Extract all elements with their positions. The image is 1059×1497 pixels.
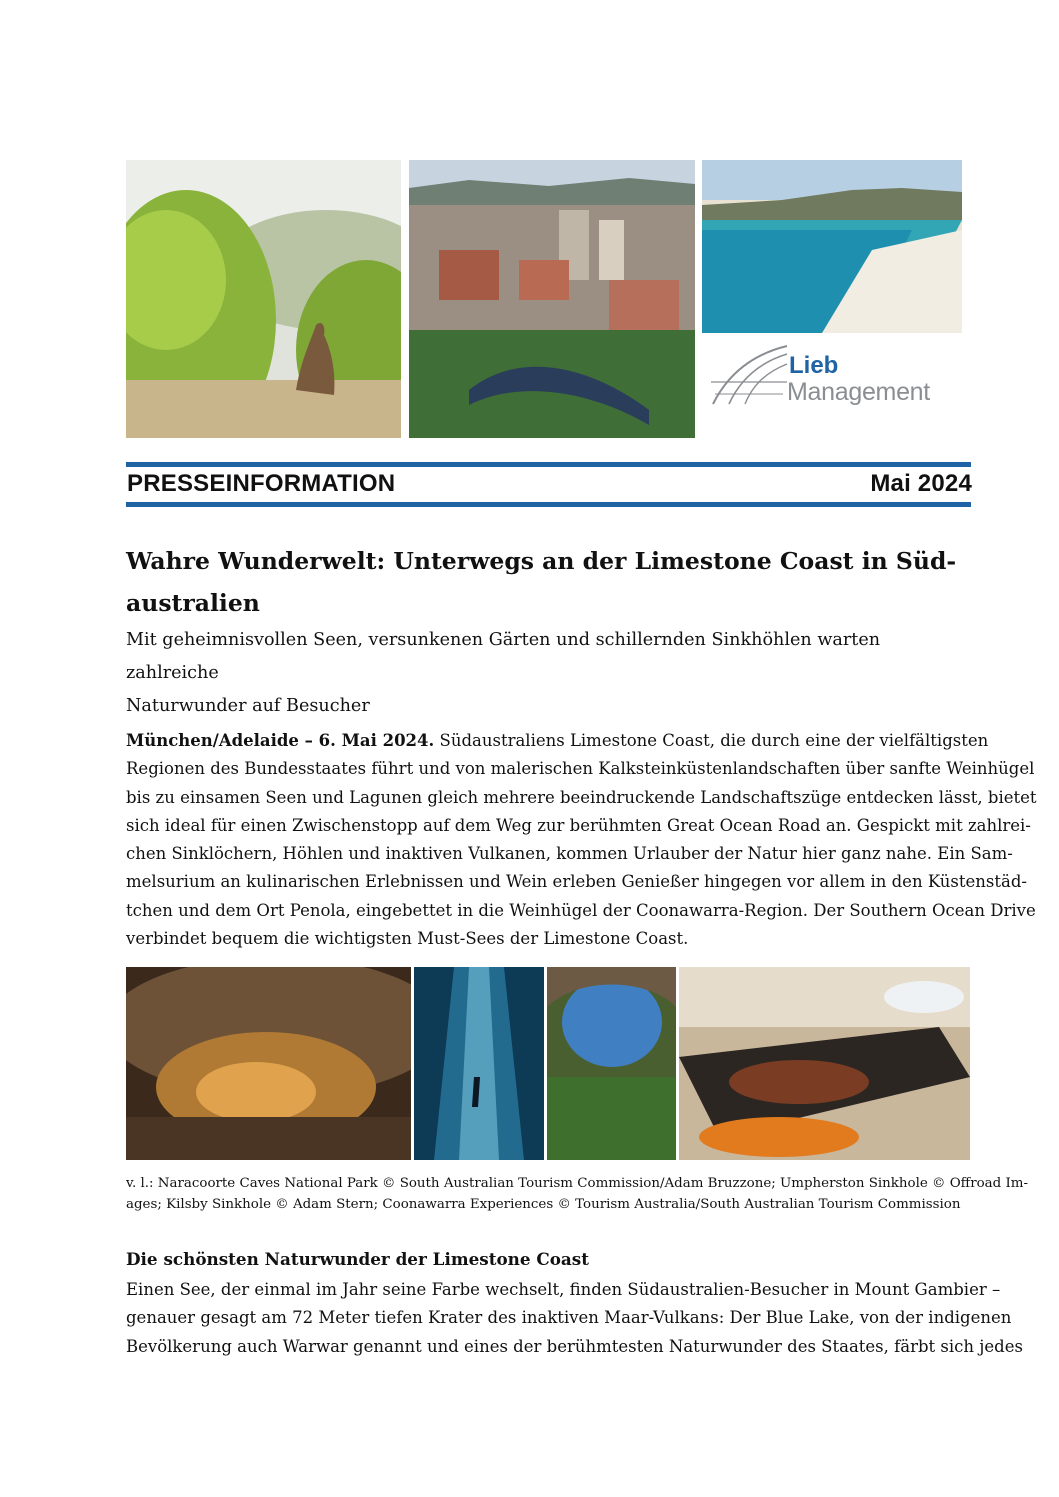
caption-line: v. l.: Naracoorte Caves National Park © South Australian Tourism Commission/Adam Bruzzone; Umpherston Sinkhole © Offroad Im- <box>126 1176 1028 1191</box>
article-headline <box>126 540 976 624</box>
section-heading: Die schönsten Naturwunder der Limestone Coast <box>126 1249 590 1269</box>
logo-mark-icon <box>709 342 789 408</box>
logo-text-lieb: Lieb <box>789 352 839 379</box>
subline-line: Mit geheimnisvollen Seen, versunkenen Gärten und schillernden Sinkhöhlen warten zahlreiche <box>126 630 881 683</box>
headline-line: australien <box>126 589 260 617</box>
logo-text-management: Management <box>787 378 930 406</box>
intro-line: sich ideal für einen Zwischenstopp auf dem Weg zur berühmten Great Ocean Road an. Gespickt mit zahlrei- <box>126 815 1031 835</box>
intro-first-text: Südaustraliens Limestone Coast, die durch eine der vielfältigsten <box>439 731 989 750</box>
press-header <box>127 470 972 498</box>
kilsby-sinkhole-photo <box>547 967 676 1160</box>
press-date: Mai 2024 <box>870 470 972 497</box>
intro-paragraph <box>126 727 1037 953</box>
article-subline <box>126 624 976 723</box>
intro-line: Regionen des Bundesstaates führt und von malerischen Kalksteinküstenlandschaften über sanfte Weinhügel <box>126 759 1035 779</box>
intro-line: melsurium an kulinarischen Erlebnissen und Wein erleben Genießer hingegen vor allem in den Küstenstäd- <box>126 872 1027 892</box>
section-paragraph <box>126 1276 1023 1361</box>
intro-line: chen Sinklöchern, Höhlen und inaktiven Vulkanen, kommen Urlauber der Natur hier ganz nahe. Ein Sam- <box>126 844 1013 864</box>
intro-line <box>126 727 989 755</box>
beach-photo <box>702 160 962 333</box>
section-line: Bevölkerung auch Warwar genannt und eines der berühmtesten Naturwunder des Staates, färbt sich jedes <box>126 1336 1023 1356</box>
kangaroo-vineyard-photo <box>126 160 401 438</box>
intro-line: verbindet bequem die wichtigsten Must-Sees der Limestone Coast. <box>126 929 689 949</box>
header-rule-bottom <box>126 502 971 507</box>
lieb-management-logo <box>709 342 964 412</box>
coonawarra-grill-photo <box>679 967 970 1160</box>
subline-line: Naturwunder auf Besucher <box>126 696 370 716</box>
header-rule-top <box>126 462 971 467</box>
headline-line: Wahre Wunderwelt: Unterwegs an der Limestone Coast in Süd- <box>126 547 957 575</box>
dateline: München/Adelaide – 6. Mai 2024. <box>126 731 435 750</box>
umpherston-diver-photo <box>414 967 544 1160</box>
press-label: PRESSEINFORMATION <box>127 470 396 497</box>
naracoorte-caves-photo <box>126 967 411 1160</box>
intro-line: bis zu einsamen Seen und Lagunen gleich mehrere beeindruckende Landschaftszüge entdecken lässt, bietet <box>126 787 1037 807</box>
caption-line: ages; Kilsby Sinkhole © Adam Stern; Coonawarra Experiences © Tourism Australia/South Australian Tourism Commission <box>126 1197 961 1212</box>
section-line: Einen See, der einmal im Jahr seine Farbe wechselt, finden Südaustralien-Besucher in Mount Gambier – <box>126 1280 1001 1299</box>
section-line: genauer gesagt am 72 Meter tiefen Krater des inaktiven Maar-Vulkans: Der Blue Lake, von der indigenen <box>126 1308 1012 1328</box>
photo-caption <box>126 1173 1028 1215</box>
adelaide-city-photo <box>409 160 695 438</box>
intro-line: tchen und dem Ort Penola, eingebettet in die Weinhügel der Coonawarra-Region. Der Southern Ocean Drive <box>126 900 1036 920</box>
